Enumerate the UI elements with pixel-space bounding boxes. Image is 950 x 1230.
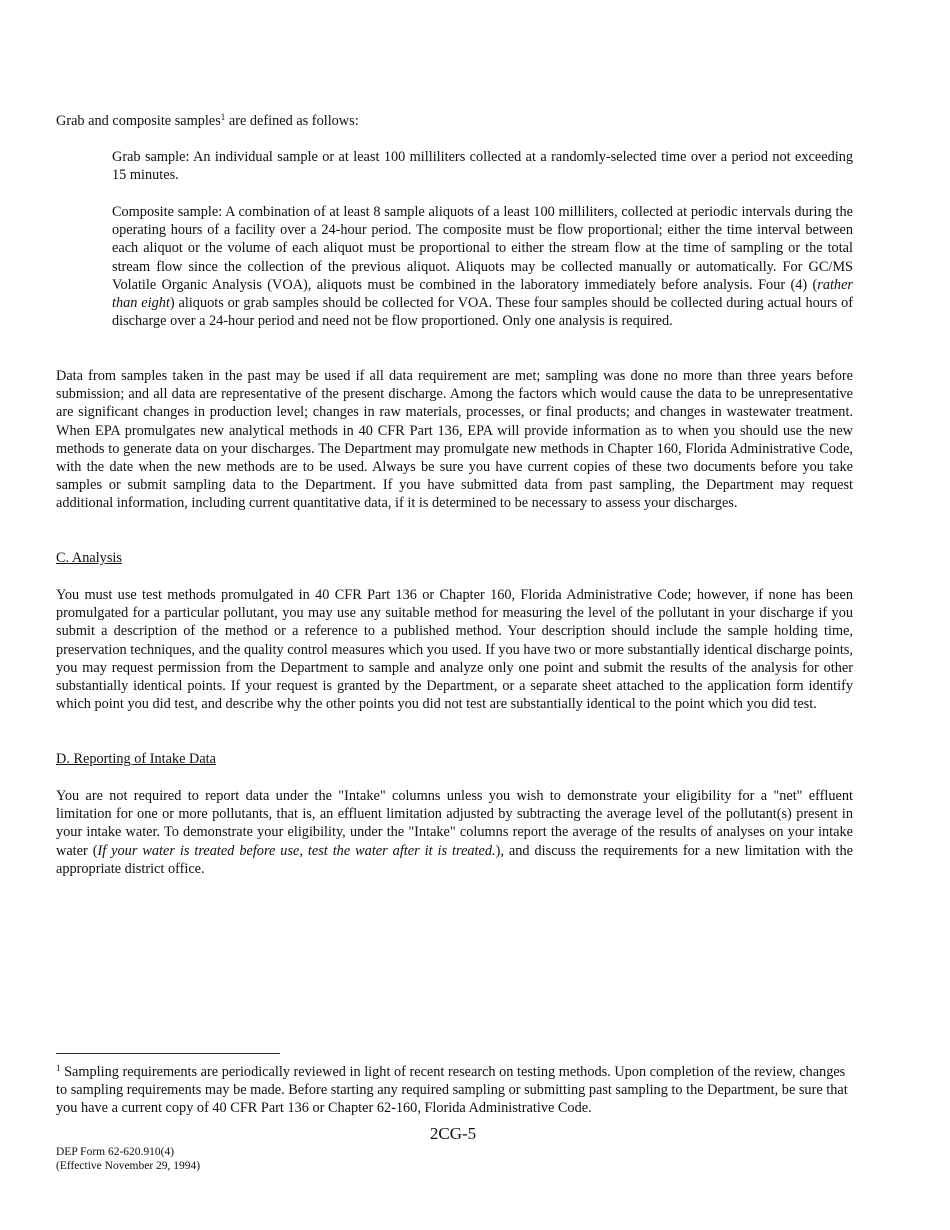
footnote-text: Sampling requirements are periodically reviewed in light of recent research on testing methods. Upon completion of the review, changes to sampling requirements may be made. Before starting any required sampling or submitting past sampling to the Department, be sure that you have a current copy of 40 CFR Part 136 or Chapter 62-160, Florida Administrative Code. <box>56 1064 848 1117</box>
page-number: 2CG-5 <box>429 1124 477 1143</box>
footnote-divider <box>56 1053 280 1054</box>
analysis-paragraph: You must use test methods promulgated in 40 CFR Part 136 or Chapter 160, Florida Administrative Code; however, if none has been promulgated for a particular pollutant, you may use any suitable method for measuring the level of the pollutant in your discharge if you submit a description of the method or a reference to a published method. Your description should include the sample holding time, preservation techniques, and the quality control measures which you used. If you have two or more substantially identical discharge points, you may request permission from the Department to sample and analyze only one point and submit the results of the analysis for other substantially identical points. If your request is granted by the Department, or a separate sheet attached to the application form identify which point you did test, and describe why the other points you did not test are substantially identical to the point which you did test. <box>56 587 853 713</box>
intake-data-text: You are not required to report data under the "Intake" columns unless you wish to demonstrate your eligibility for a "net" effluent limitation for one or more pollutants, that is, an effluent limitation adjusted by subtracting the average level of the pollutant(s) present in your intake water. To demonstrate your eligibility, under the "Intake" columns report the average of the results of analyses on your intake water ( <box>56 788 853 859</box>
intake-data-emphasis: If your water is treated before use, test the water after it is treated. <box>97 842 496 859</box>
composite-sample-emphasis: rather than eight <box>112 276 853 312</box>
intake-data-paragraph <box>56 787 853 878</box>
past-data-paragraph: Data from samples taken in the past may be used if all data requirement are met; sampling was done no more than three years before submission; and all data are representative of the present discharge. Among the factors which would cause the data to be unrepresentative are significant changes in production level; changes in raw materials, processes, or final products; and changes in wastewater treatment. When EPA promulgates new analytical methods in 40 CFR Part 136, EPA will provide information as to when you should use the new methods to generate data on your discharges. The Department may promulgate new methods in Chapter 160, Florida Administrative Code, with the date when the new methods are to be used. Always be sure you have current copies of these two documents before you take samples or submit sampling data to the Department. If you have submitted data from past sampling, the Department may request additional information, including current quantitative data, if it is determined to be necessary to assess your discharges. <box>56 368 853 512</box>
footnote-reference: 1 <box>220 112 226 122</box>
composite-sample-definition <box>112 203 853 330</box>
footnote <box>56 1063 853 1118</box>
footnote-marker: 1 <box>56 1063 61 1073</box>
section-d-heading: D. Reporting of Intake Data <box>56 751 216 767</box>
intake-data-text-end: ), and discuss the requirements for a new limitation with the appropriate district office. <box>56 842 853 877</box>
section-c-heading: C. Analysis <box>56 550 122 566</box>
form-effective-date: (Effective November 29, 1994) <box>56 1160 201 1172</box>
intro-text: Grab and composite samples <box>56 113 221 129</box>
composite-sample-text-end: ) aliquots or grab samples should be collected for VOA. These four samples should be collected during actual hours of discharge over a 24-hour period and need not be flow proportioned. Only one analysis is required. <box>112 295 853 330</box>
intro-paragraph <box>56 112 853 130</box>
form-number: DEP Form 62-620.910(4) <box>56 1146 175 1158</box>
intro-text-end: are defined as follows: <box>225 113 359 129</box>
composite-sample-text: Composite sample: A combination of at least 8 sample aliquots of a least 100 milliliters, collected at periodic intervals during the operating hours of a facility over a 24-hour period. The composite must be flow proportional; either the time interval between each aliquot or the volume of each aliquot must be proportional to either the stream flow at the time of sampling or the total stream flow since the collection of the previous aliquot. Aliquots may be collected manually or automatically. For GC/MS Volatile Organic Analysis (VOA), aliquots must be combined in the laboratory immediately before analysis. Four (4) ( <box>112 204 853 293</box>
grab-sample-definition: Grab sample: An individual sample or at least 100 milliliters collected at a randomly-selected time over a period not exceeding 15 minutes. <box>112 149 853 184</box>
